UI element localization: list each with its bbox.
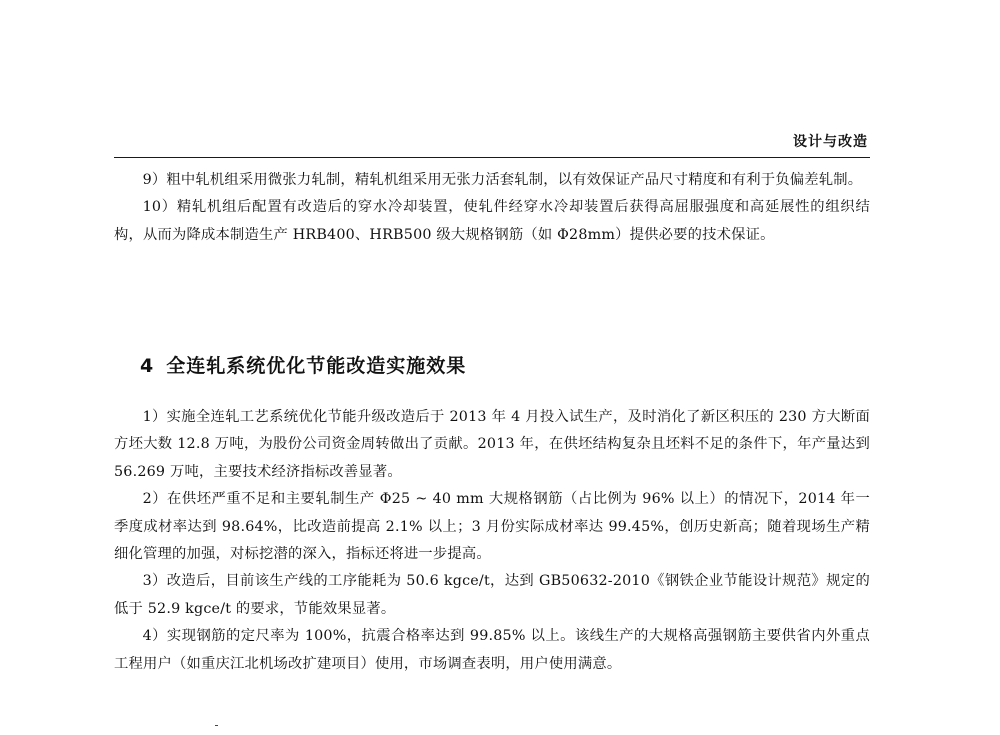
paragraph-item-2: 2）在供坯严重不足和主要轧制生产 Φ25 ~ 40 mm 大规格钢筋（占比例为 96% 以上）的情况下，2014 年一季度成材率达到 98.64%，比改造前提高 2.1% 以上；3 月份实际成材率达 99.45%，创历史新高；随着现场生产精细化管理的加强，对标挖潜的深入，指标还将进一步提高。	[114, 491, 870, 563]
paragraph-item-10: 10）精轧机组后配置有改造后的穿水冷却装置，使轧件经穿水冷却装置后获得高屈服强度和高延展性的组织结构，从而为降成本制造生产 HRB400、HRB500 级大规格钢筋（如 Φ28mm）提供必要的技术保证。	[114, 199, 870, 243]
body-text-bottom	[114, 404, 870, 678]
paragraph-item-4: 4）实现钢筋的定尺率为 100%，抗震合格率达到 99.85% 以上。该线生产的大规格高强钢筋主要供省内外重点工程用户（如重庆江北机场改扩建项目）使用，市场调查表明，用户使用满意。	[114, 628, 870, 672]
section-number: 4	[140, 355, 155, 377]
paragraph-item-9: 9）粗中轧机组采用微张力轧制，精轧机组采用无张力活套轧制，以有效保证产品尺寸精度和有利于负偏差轧制。	[142, 172, 863, 188]
section-heading	[140, 351, 466, 378]
section-title: 全连轧系统优化节能改造实施效果	[166, 355, 467, 377]
paragraph-item-3: 3）改造后，目前该生产线的工序能耗为 50.6 kgce/t，达到 GB50632-2010《钢铁企业节能设计规范》规定的低于 52.9 kgce/t 的要求，节能效果显著。	[114, 573, 870, 617]
paragraph-item-1: 1）实施全连轧工艺系统优化节能升级改造后于 2013 年 4 月投入试生产，及时消化了新区积压的 230 方大断面方坯大数 12.8 万吨，为股份公司资金周转做出了贡献。2013 年，在供坯结构复杂且坯料不足的条件下，年产量达到 56.269 万吨，主要技术经济指标改善显著。	[114, 409, 870, 480]
running-header	[114, 131, 870, 158]
body-text-top	[114, 167, 870, 249]
scan-speck	[215, 725, 218, 726]
running-header-title: 设计与改造	[793, 134, 868, 150]
